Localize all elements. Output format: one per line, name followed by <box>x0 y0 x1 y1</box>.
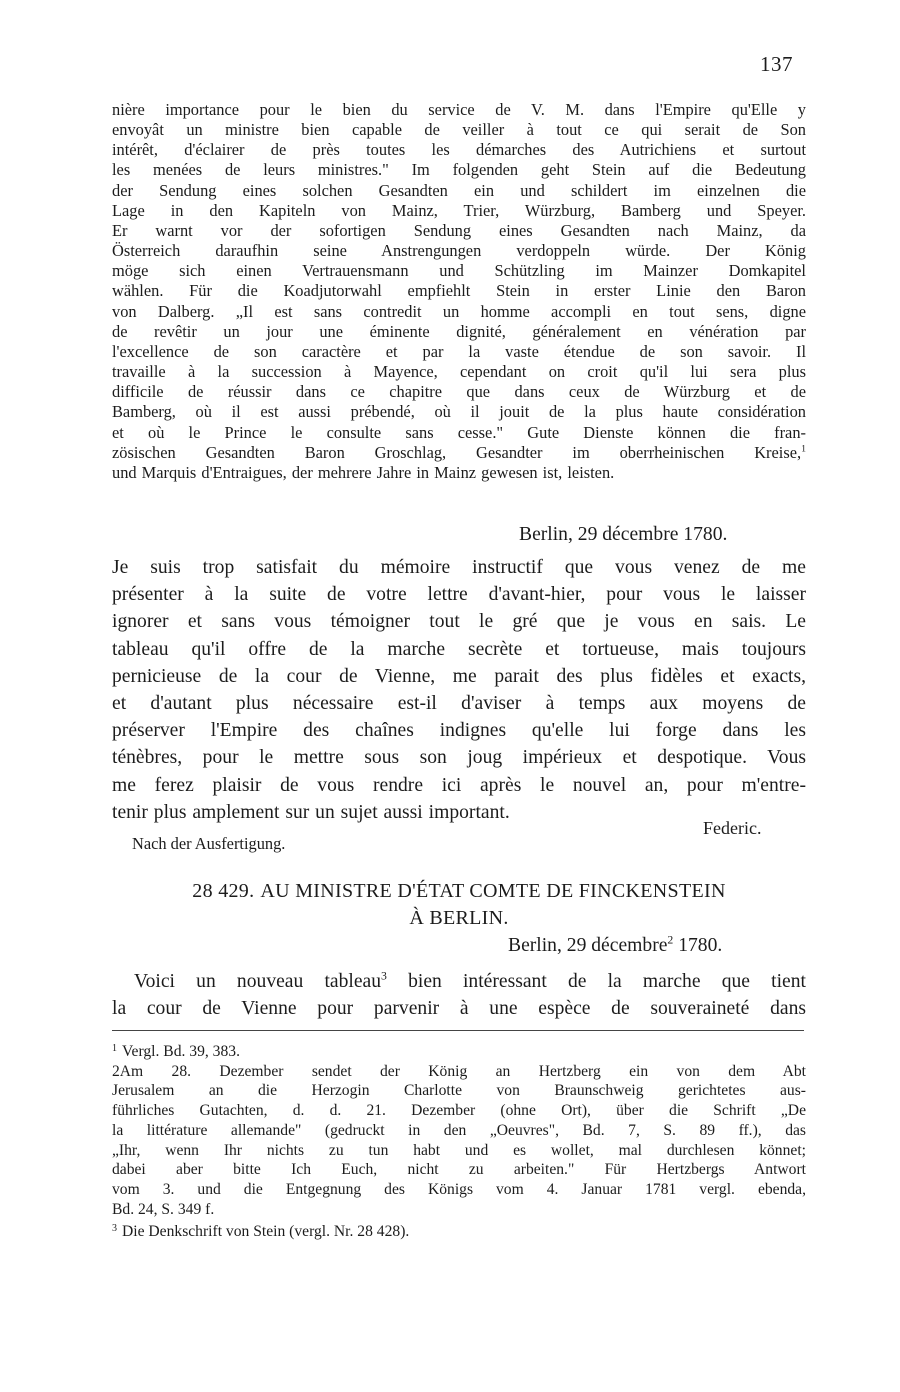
footnote-line: führliches Gutachten, d. d. 21. Dezember (ohne Ort), über die Schrift „De <box>112 1102 806 1120</box>
letter-line: ignorer et sans vous témoigner tout le gré que je vous en sais. Le <box>112 611 806 633</box>
footnote-1 <box>112 1039 806 1062</box>
footnote-rule <box>112 1030 804 1031</box>
letter-line: me ferez plaisir de vous rendre ici après le nouvel an, pour m'entre- <box>112 774 806 796</box>
letter-line: présenter à la suite de votre lettre d'avant-hier, pour vous le laisser <box>112 584 806 606</box>
summary-paragraph <box>112 100 806 483</box>
summary-line: Lage in den Kapiteln von Mainz, Trier, Würzburg, Bamberg und Speyer. <box>112 200 806 220</box>
summary-line: travaille à la succession à Mayence, cependant on croit qu'il lui sera plus <box>112 362 806 382</box>
letter-line: pernicieuse de la cour de Vienne, me parait des plus fidèles et exacts, <box>112 665 806 687</box>
summary-line: von Dalberg. „Il est sans contredit un homme accompli en tout sens, digne <box>112 301 806 321</box>
footnote-line: la littérature allemande" (gedruckt in den „Oeuvres", Bd. 7, S. 89 ff.), das <box>112 1121 806 1139</box>
letter-line-start: Voici un nouveau tableau <box>134 971 382 992</box>
footnote-mark: 2 <box>112 1062 120 1080</box>
summary-line: wählen. Für die Koadjutorwahl empfiehlt Stein in erster Linie den Baron <box>112 281 806 301</box>
letter-body <box>112 554 806 826</box>
summary-line: difficile de réussir dans ce chapitre que dans ceux de Würzburg et de <box>112 382 806 402</box>
letter-line: Je suis trop satisfait du mémoire instructif que vous venez de me <box>112 557 806 578</box>
footnote-reference: 1 <box>801 443 806 455</box>
summary-line: der Sendung eines solchen Gesandten ein und schildert im einzelnen die <box>112 180 806 200</box>
footnote-line: vom 3. und die Entgegnung des Königs vom 4. Januar 1781 vergl. ebenda, <box>112 1180 806 1198</box>
footnote-text: Die Denkschrift von Stein (vergl. Nr. 28 428). <box>122 1223 410 1241</box>
summary-line: Bamberg, où il est aussi prébendé, où il jouit de la plus haute considération <box>112 402 806 422</box>
footnote-text: Vergl. Bd. 39, 383. <box>122 1043 240 1060</box>
footnote-mark: 1 <box>112 1043 117 1054</box>
footnote-mark: 3 <box>112 1223 117 1235</box>
letter-line: tenir plus amplement sur un sujet aussi important. <box>112 801 510 823</box>
page-number: 137 <box>760 52 793 76</box>
letter-heading <box>112 878 806 932</box>
footnote-line: Jerusalem an die Herzogin Charlotte von Braunschweig gerichtetes aus- <box>112 1082 806 1100</box>
date-year: 1780. <box>673 935 723 956</box>
letter-line: la cour de Vienne pour parvenir à une espèce de souveraineté dans <box>112 998 806 1020</box>
date-text: Berlin, 29 décembre <box>508 935 668 956</box>
footnotes <box>112 1039 806 1242</box>
footnote-reference: 2 <box>667 933 674 947</box>
summary-line: und Marquis d'Entraigues, der mehrere Jahre in Mainz gewesen ist, leisten. <box>112 462 615 482</box>
footnote-line: Bd. 24, S. 349 f. <box>112 1200 215 1218</box>
letter-line: ténèbres, pour le mettre sous son joug impérieux et despotique. Vous <box>112 747 806 769</box>
letter-line-with-footnote <box>112 968 806 995</box>
footnote-reference: 3 <box>381 969 387 983</box>
summary-line: möge sich einen Vertrauensmann und Schützling im Mainzer Domkapitel <box>112 261 806 281</box>
heading-recipient: AU MINISTRE D'ÉTAT COMTE DE FINCKENSTEIN <box>260 880 726 902</box>
footnote-3 <box>112 1219 806 1242</box>
footnote-line: dabei aber bitte Ich Euch, nicht zu arbeiten." Für Hertzbergs Antwort <box>112 1161 806 1179</box>
letter-line: tableau qu'il offre de la marche secrète et tortueuse, mais toujours <box>112 638 806 660</box>
heading-line-1 <box>112 878 806 905</box>
summary-line: Österreich daraufhin seine Anstrengungen verdoppeln würde. Der König <box>112 241 806 261</box>
summary-line: intérêt, d'éclairer de près toutes les démarches des Autrichiens et surtout <box>112 140 806 160</box>
summary-line-text: zösischen Gesandten Baron Groschlag, Gesandter im oberrheinischen Kreise, <box>112 442 802 462</box>
footnote-text: Am 28. Dezember sendet der König an Hertzberg ein von dem Abt <box>119 1062 806 1080</box>
letter-date-line: Berlin, 29 décembre 1780. <box>519 524 728 545</box>
letter-date-line <box>508 935 722 957</box>
source-note: Nach der Ausfertigung. <box>132 834 286 853</box>
summary-line: nière importance pour le bien du service de V. M. dans l'Empire qu'Elle y <box>112 100 806 119</box>
summary-line: l'excellence de son caractère et par la vaste étendue de son savoir. Il <box>112 341 806 361</box>
letter-line-end: bien intéressant de la marche que tient <box>386 971 806 992</box>
summary-line: envoyât un ministre bien capable de veiller à tout ce qui serait de Son <box>112 120 806 140</box>
summary-line: et où le Prince le consulte sans cesse." Gute Dienste können die fran- <box>112 422 806 442</box>
letter-number: 28 429. <box>192 880 255 902</box>
letter-body <box>112 968 806 1022</box>
summary-line-with-footnote <box>112 443 806 463</box>
signature: Federic. <box>703 818 762 838</box>
summary-line: Er warnt vor der sofortigen Sendung eines Gesandten nach Mainz, da <box>112 220 806 240</box>
summary-line: les menées de leurs ministres." Im folgenden geht Stein auf die Bedeutung <box>112 160 806 180</box>
heading-line-2: À BERLIN. <box>409 907 509 929</box>
letter-line: préserver l'Empire des chaînes indignes qu'elle lui forge dans les <box>112 720 806 742</box>
letter-line: et d'autant plus nécessaire est-il d'aviser à temps aux moyens de <box>112 693 806 715</box>
footnote-line: „Ihr, wenn Ihr nichts zu tun habt und es wollet, mal durchlesen könnet; <box>112 1141 806 1159</box>
footnote-2 <box>112 1062 806 1082</box>
summary-line: de revêtir un jour une éminente dignité, généralement en vénération par <box>112 321 806 341</box>
